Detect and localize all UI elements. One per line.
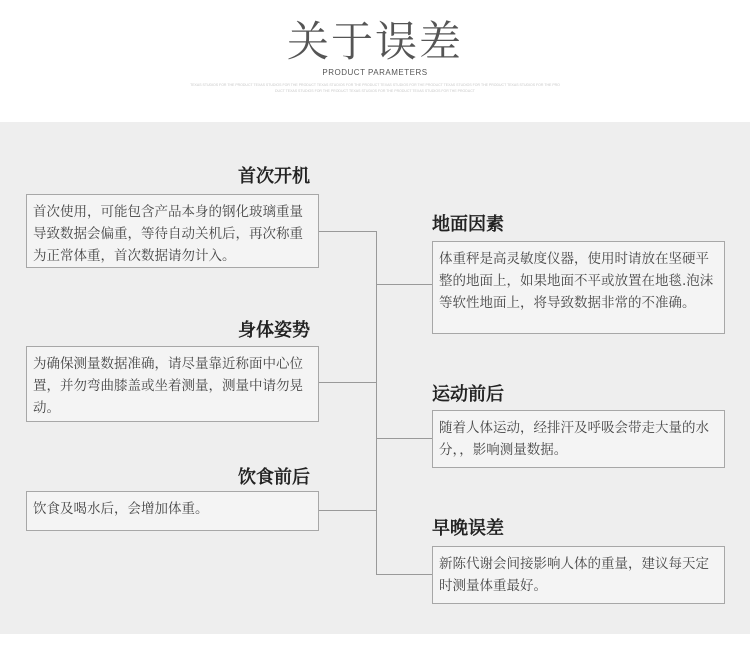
page-subtitle: PRODUCT PARAMETERS <box>322 68 428 77</box>
page-title: 关于误差 <box>286 17 463 66</box>
section-box-exercise: 随着人体运动，经排汗及呼吸会带走大量的水分，，影响测量数据。 <box>432 410 725 468</box>
section-box-diet: 饮食及喝水后，会增加体重。 <box>26 491 319 531</box>
connector-time <box>376 574 432 575</box>
decorative-fineprint: TEXAS STUDIOS FOR THE PRODUCT TEXAS STUDIOS FOR THE PRODUCT TEXAS STUDIOS FOR THE PRODUCT TEXAS STUDIOS FOR THE PRODUCT TEXAS STUDIOS FOR THE PRODUCT TEXAS STUDIOS FOR THE PRODUCT TEXAS STUDIOS FOR THE PRODUCT TEXAS STUDIOS FOR THE PRODUCT TEXAS STUDIOS FOR THE PRODUCT <box>190 83 560 93</box>
section-title-posture: 身体姿势 <box>238 320 310 341</box>
connector-trunk <box>376 231 377 574</box>
connector-diet <box>319 510 377 511</box>
section-box-first-boot: 首次使用，可能包含产品本身的钢化玻璃重量导致数据会偏重，等待自动关机后，再次称重为正常体重，首次数据请勿计入。 <box>26 194 319 268</box>
connector-ground <box>376 284 432 285</box>
connector-exercise <box>376 438 432 439</box>
footer-strip <box>0 634 750 664</box>
section-title-time-of-day: 早晚误差 <box>432 518 504 539</box>
section-box-ground: 体重秤是高灵敏度仪器，使用时请放在坚硬平整的地面上，如果地面不平或放置在地毯.泡沫等软性地面上，将导致数据非常的不准确。 <box>432 241 725 334</box>
connector-posture <box>319 382 377 383</box>
section-title-ground: 地面因素 <box>432 214 504 235</box>
header <box>0 0 750 122</box>
section-title-exercise: 运动前后 <box>432 384 504 405</box>
section-box-posture: 为确保测量数据准确，请尽量靠近称面中心位置，并勿弯曲膝盖或坐着测量，测量中请勿晃动。 <box>26 346 319 422</box>
section-box-time-of-day: 新陈代谢会间接影响人体的重量，建议每天定时测量体重最好。 <box>432 546 725 604</box>
connector-first-boot <box>319 231 377 232</box>
section-title-diet: 饮食前后 <box>238 467 310 488</box>
section-title-first-boot: 首次开机 <box>238 166 310 187</box>
